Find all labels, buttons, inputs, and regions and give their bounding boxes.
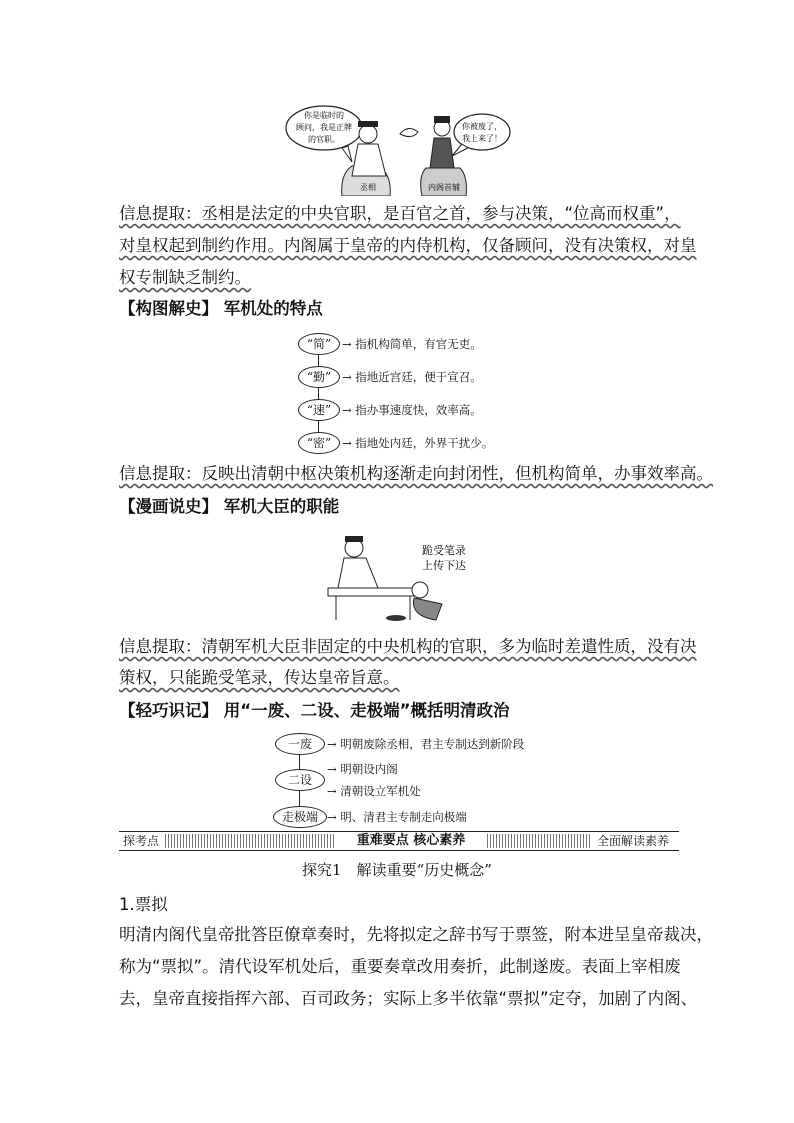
desc-mi: → 指地处内廷，外界干扰少。 — [342, 436, 494, 450]
node-su: “速” — [298, 399, 340, 421]
cartoon-chancellor-vs-grand-secretary — [282, 104, 512, 196]
info-line-2: 对皇权起到制约作用。内阁属于皇帝的内侍机构，仅备顾问，没有决策权，对皇 — [119, 236, 697, 255]
bar-left-label: 探考点 — [123, 834, 160, 848]
heading-tag: 【构图解史】 — [119, 299, 218, 318]
desc-qin: → 指地近宫廷，便于宣召。 — [342, 370, 482, 384]
label-grand-secretary: 内阁首辅 — [428, 183, 460, 192]
bubble-left-line-2: 顾问，我是正牌 — [296, 123, 352, 132]
node-ershe: 二设 — [275, 769, 325, 791]
heading-title: 用“一废、二设、走极端”概括明清政治 — [223, 701, 510, 720]
item-4: → 明、清君主专制走向极端 — [327, 810, 467, 824]
heading-qingqiao — [119, 699, 509, 723]
info2-line: 信息提取：反映出清朝中枢决策机构逐渐走向封闭性，但机构简单，办事效率高。 — [119, 464, 713, 483]
heading-manhua — [119, 495, 339, 519]
explore-title: 探究1 解读重要“历史概念” — [302, 861, 492, 879]
item-2: → 明朝设内阁 — [327, 762, 398, 776]
item-1: → 明朝废除丞相，君主专制达到新阶段 — [327, 737, 525, 751]
ming-qing-diagram — [275, 733, 535, 827]
concept-line-2: 称为“票拟”。清代设军机处后，重要奏章改用奏折，此制遂废。表面上宰相废 — [119, 957, 681, 976]
concept-line-1: 明清内阁代皇帝批答臣僚章奏时，先将拟定之辞书写于票签，附本进呈皇帝裁决， — [119, 925, 713, 944]
info-line-3: 权专制缺乏制约。 — [119, 268, 251, 287]
cartoon-grand-councilor — [326, 530, 476, 625]
node-yifei: 一废 — [275, 733, 325, 755]
section-bar — [119, 831, 679, 851]
bar-center-label: 重难要点 核心素养 — [356, 833, 466, 848]
item-3: → 清朝设立军机处 — [327, 784, 421, 798]
heading-title: 军机大臣的职能 — [223, 497, 340, 516]
bubble-left-line-1: 你是临时的 — [304, 111, 344, 120]
bubble-left-line-3: 的官职。 — [308, 135, 340, 144]
bubble-right-line-1: 你被废了， — [462, 122, 502, 131]
node-mi: “密” — [298, 432, 340, 454]
desc-jian: → 指机构简单，有官无吏。 — [342, 337, 482, 351]
caption-line-1: 跪受笔录 — [422, 544, 466, 557]
concept-line-3: 去，皇帝直接指挥六部、百司政务；实际上多半依靠“票拟”定夺，加剧了内阁、 — [119, 989, 698, 1008]
desc-su: → 指办事速度快，效率高。 — [342, 403, 482, 417]
junjichu-diagram — [298, 333, 518, 453]
info3-line-2: 策权，只能跪受笔录，传达皇帝旨意。 — [119, 668, 400, 687]
bubble-right-line-2: 我上来了！ — [462, 134, 502, 143]
concept-title: 1.票拟 — [119, 895, 168, 914]
info3-line-1: 信息提取：清朝军机大臣非固定的中央机构的官职，多为临时差遣性质，没有决 — [119, 637, 697, 656]
heading-tag: 【漫画说史】 — [119, 497, 218, 516]
node-jian: “简” — [298, 333, 340, 355]
node-qin: “勤” — [298, 366, 340, 388]
node-zoujiduan: 走极端 — [273, 806, 327, 828]
heading-title: 军机处的特点 — [223, 299, 323, 318]
caption-line-2: 上传下达 — [422, 559, 466, 572]
heading-tag: 【轻巧识记】 — [119, 701, 218, 720]
label-chancellor: 丞相 — [360, 183, 376, 192]
heading-goutu — [119, 297, 323, 321]
info-line-1: 信息提取：丞相是法定的中央官职，是百官之首，参与决策，“位高而权重”， — [119, 204, 681, 223]
bar-right-label: 全面解读素养 — [597, 834, 670, 848]
